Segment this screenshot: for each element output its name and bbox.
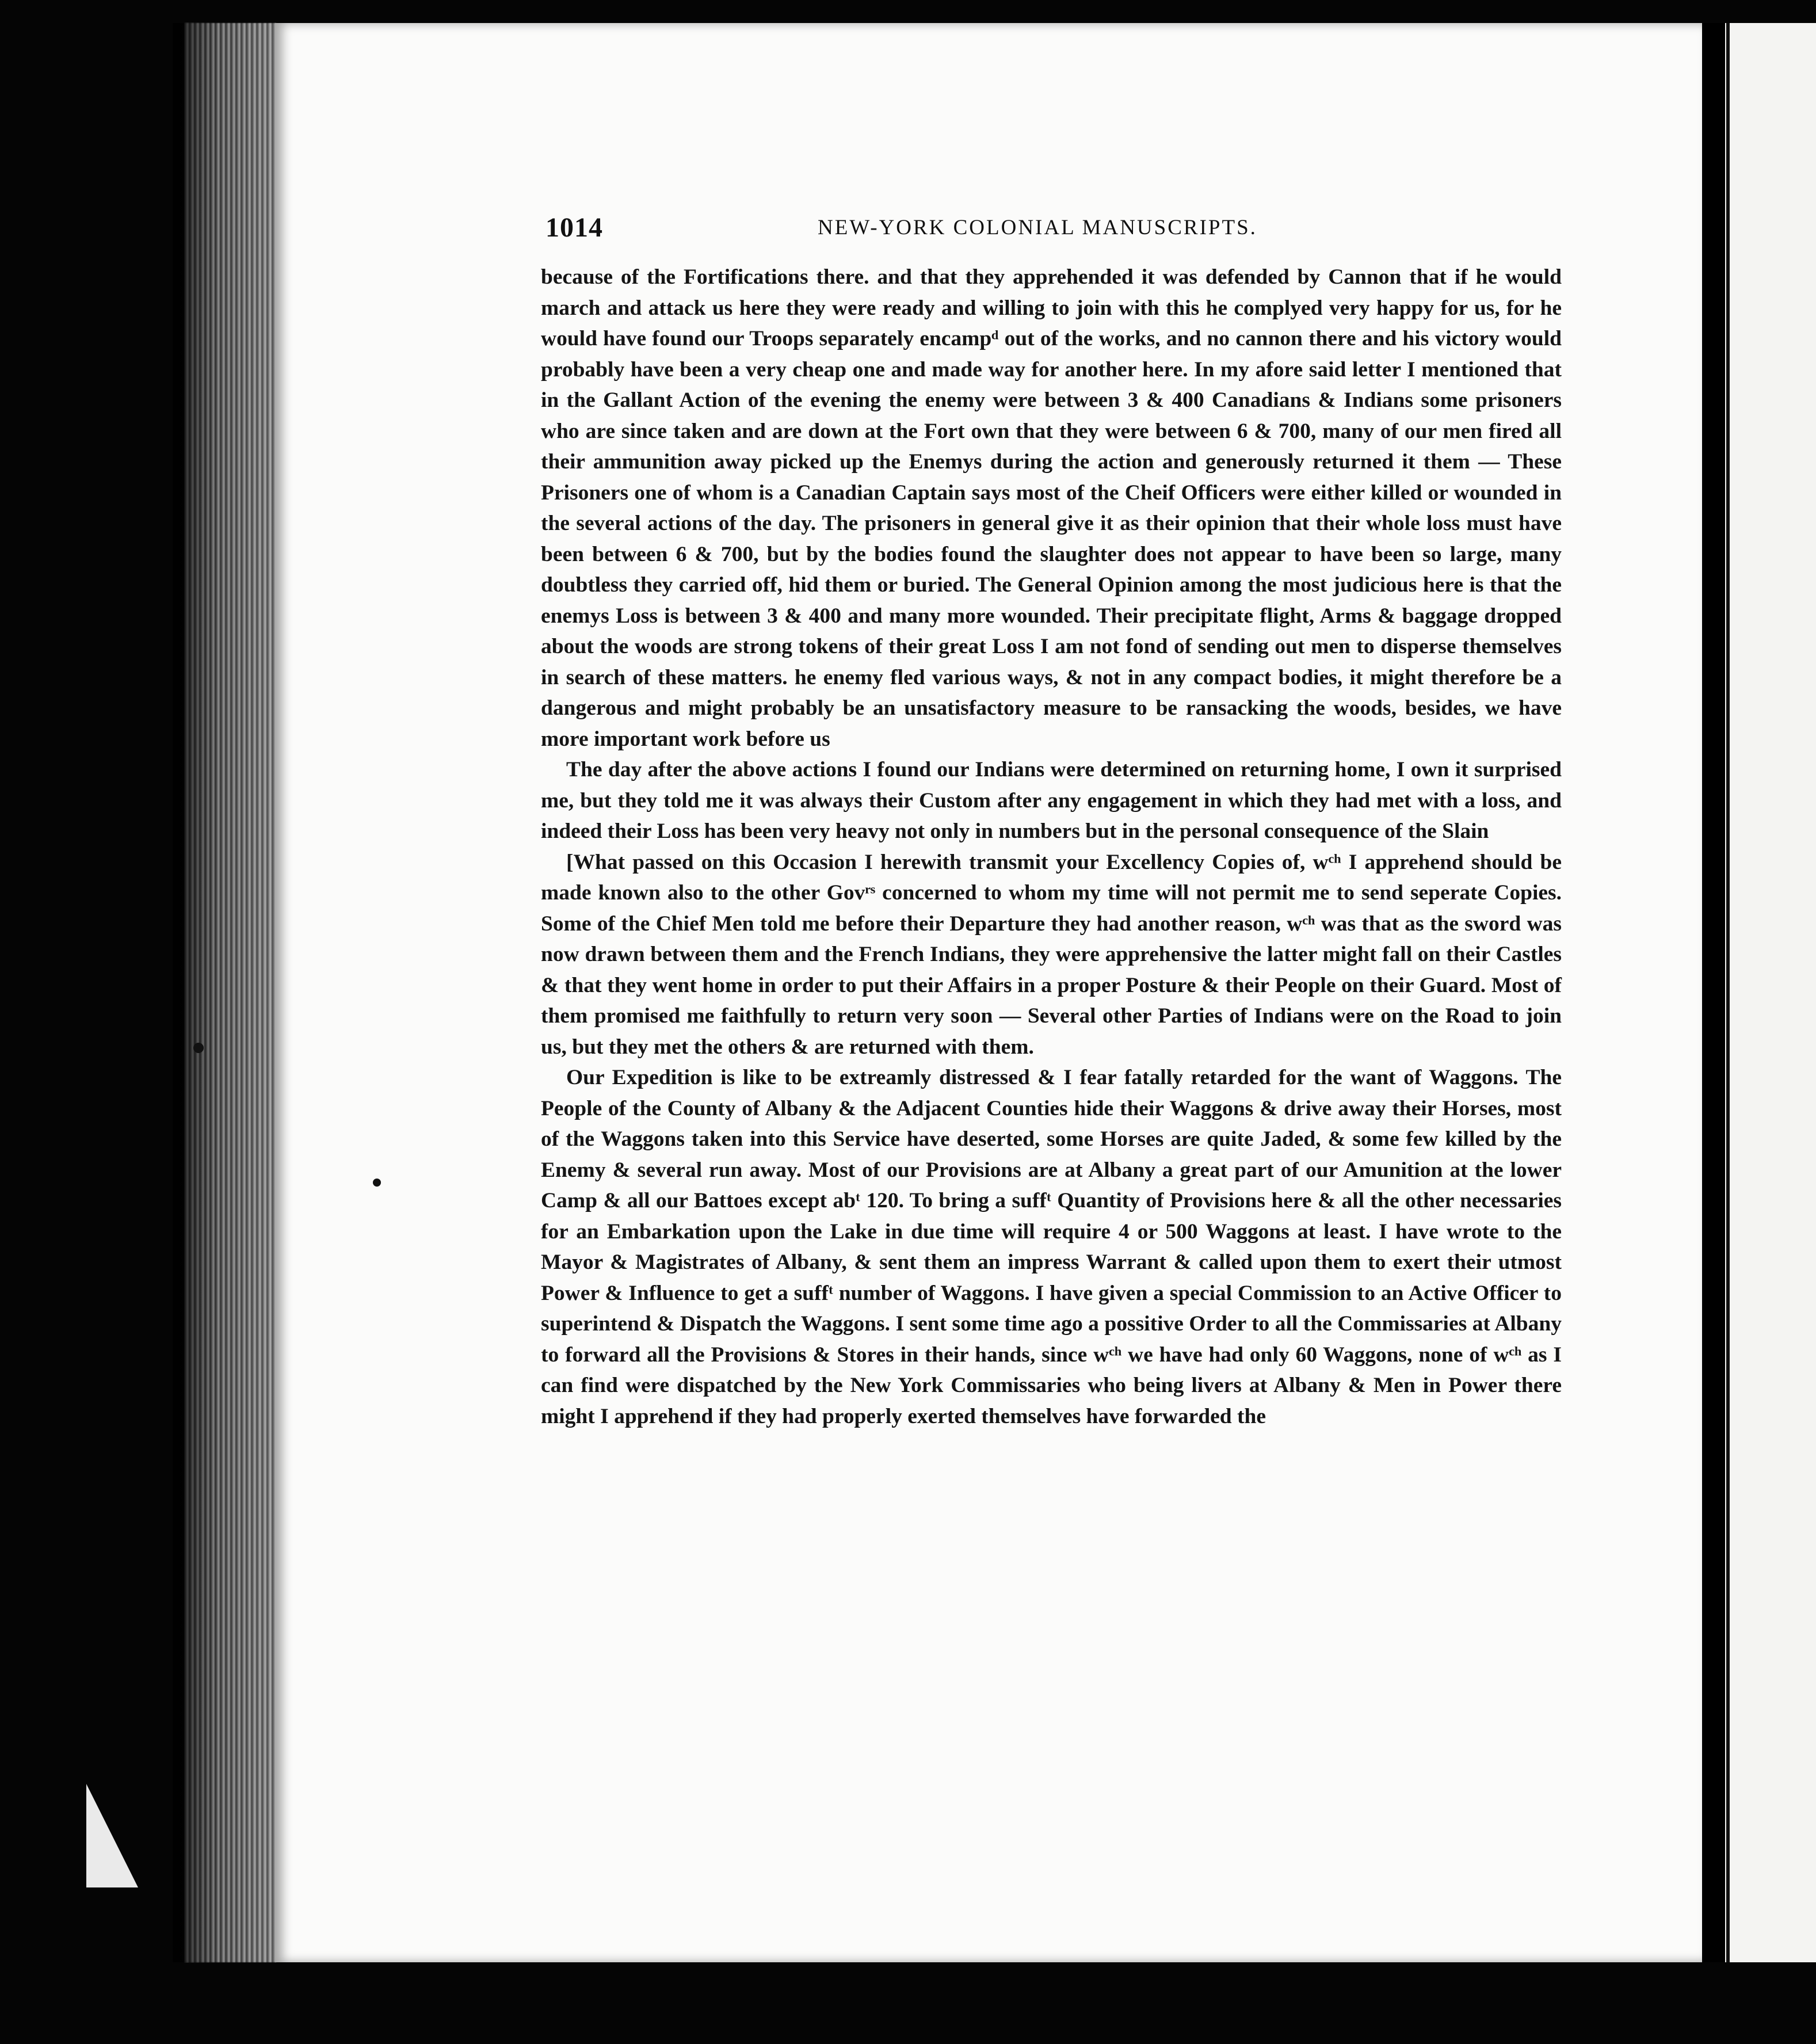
- page-edge-shadow: [173, 23, 288, 1962]
- ink-speck: [193, 1043, 204, 1053]
- paragraph: Our Expedition is like to be extreamly distressed & I fear fatally retarded for the want of Waggons. The People of the County of Albany & the Adjacent Counties hide their Waggons & drive away their Horses, most of the Waggons taken into this Service have deserted, some Horses are quite Jaded, & some few killed by the Enemy & several run away. Most of our Provisions are at Albany a great part of our Amunition at the lower Camp & all our Battoes except abᵗ 120. To bring a suffᵗ Quantity of Provisions here & all the other necessaries for an Embarkation upon the Lake in due time will require 4 or 500 Waggons at least. I have wrote to the Mayor & Magistrates of Albany, & sent them an impress Warrant & called upon them to exert their utmost Power & Influence to get a suffᵗ number of Waggons. I have given a special Commission to an Active Officer to superintend & Dispatch the Waggons. I sent some time ago a possitive Order to all the Commissaries at Albany to forward all the Provisions & Stores in their hands, since wᶜʰ we have had only 60 Waggons, none of wᶜʰ as I can find were dispatched by the New York Commissaries who being livers at Albany & Men in Power there might I apprehend if they had properly exerted themselves have forwarded the: [541, 1066, 1562, 1428]
- facing-page-edge: [1725, 23, 1816, 1962]
- paragraph: The day after the above actions I found our Indians were determined on returning home, I own it surprised me, but they told me it was always their Custom after any engagement in which they had met with a loss, and indeed their Loss has been very heavy not only in numbers but in the personal consequence of the Slain: [541, 758, 1562, 843]
- paragraph: because of the Fortifications there. and that they apprehended it was defended by Cannon that if he would march and attack us here they were ready and willing to join with this he complyed very happy for us, for he would have found our Troops separately encampᵈ out of the works, and no cannon there and his victory would probably have been a very cheap one and made way for another here. In my afore said letter I mentioned that in the Gallant Action of the evening the enemy were between 3 & 400 Canadians & Indians some prisoners who are since taken and are down at the Fort own that they were between 6 & 700, many of our men fired all their ammunition away picked up the Enemys during the action and generously returned it them — These Prisoners one of whom is a Canadian Captain says most of the Cheif Officers were either killed or wounded in the several actions of the day. The prisoners in general give it as their opinion that their whole loss must have been between 6 & 700, but by the bodies found the slaughter does not appear to have been so large, many doubtless they carried off, hid them or buried. The General Opinion among the most judicious here is that the enemys Loss is between 3 & 400 and many more wounded. Their precipitate flight, Arms & baggage dropped about the woods are strong tokens of their great Loss I am not fond of sending out men to disperse themselves in search of these matters. he enemy fled various ways, & not in any compact bodies, it might therefore be a dangerous and might probably be an unsatisfactory measure to be ransacking the woods, besides, we have more important work before us: [541, 265, 1562, 751]
- facing-page-border: [1726, 23, 1730, 1962]
- corner-fold-mark: [86, 1784, 138, 1887]
- running-head: NEW-YORK COLONIAL MANUSCRIPTS.: [818, 216, 1257, 239]
- page-number: 1014: [545, 212, 603, 243]
- page-body: [541, 262, 1562, 1432]
- gutter-shadow: [1702, 23, 1725, 1962]
- page-header: [545, 212, 1561, 246]
- ink-speck: [373, 1179, 381, 1187]
- paragraph: [What passed on this Occasion I herewith transmit your Excellency Copies of, wᶜʰ I apprehend should be made known also to the other Govʳˢ concerned to whom my time will not permit me to send seperate Copies. Some of the Chief Men told me before their Departure they had another reason, wᶜʰ was that as the sword was now drawn between them and the French Indians, they were apprehensive the latter might fall on their Castles & that they went home in order to put their Affairs in a proper Posture & their People on their Guard. Most of them promised me faithfully to return very soon — Several other Parties of Indians were on the Road to join us, but they met the others & are returned with them.: [541, 850, 1562, 1059]
